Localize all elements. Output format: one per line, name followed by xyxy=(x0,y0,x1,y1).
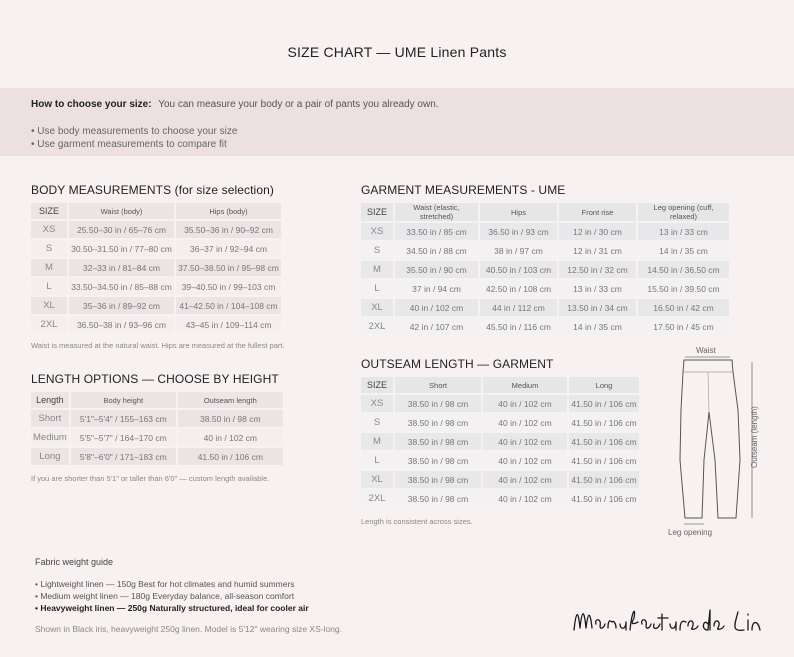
shown-note: Shown in Black iris, heavyweight 250g linen. Model is 5'12" wearing size XS-long. xyxy=(35,624,343,634)
table-row xyxy=(361,414,639,431)
table-cell: 5'8"–6'0" / 171–183 cm xyxy=(71,448,176,465)
row-label: Short xyxy=(31,410,69,427)
column-header: Waist (elastic, stretched) xyxy=(395,203,478,221)
row-label: Medium xyxy=(31,429,69,446)
row-label: XL xyxy=(361,299,393,316)
row-label: L xyxy=(361,280,393,297)
table-cell: 41–42.50 in / 104–108 cm xyxy=(176,297,281,314)
outseam-title: OUTSEAM LENGTH — GARMENT xyxy=(361,357,554,371)
table-cell: 40 in / 102 cm xyxy=(483,490,567,507)
garment-measurements-table xyxy=(359,201,731,337)
row-label: XL xyxy=(31,297,67,314)
table-cell: 37 in / 94 cm xyxy=(395,280,478,297)
table-row xyxy=(31,297,281,314)
table-cell: 40.50 in / 103 cm xyxy=(480,261,557,278)
table-header-row xyxy=(31,203,281,219)
table-cell: 38.50 in / 98 cm xyxy=(395,414,481,431)
table-cell: 38.50 in / 98 cm xyxy=(395,490,481,507)
body-measurements-title: BODY MEASUREMENTS (for size selection) xyxy=(31,183,274,197)
table-cell: 14 in / 35 cm xyxy=(559,318,636,335)
table-row xyxy=(361,280,729,297)
row-label: M xyxy=(361,261,393,278)
fly-line xyxy=(708,372,709,412)
column-header: Hips (body) xyxy=(176,203,281,219)
table-cell: 40 in / 102 cm xyxy=(483,395,567,412)
table-cell: 37.50–38.50 in / 95–98 cm xyxy=(176,259,281,276)
table-header-row xyxy=(361,377,639,393)
table-cell: 12.50 in / 32 cm xyxy=(559,261,636,278)
row-label: L xyxy=(361,452,393,469)
table-cell: 13.50 in / 34 cm xyxy=(559,299,636,316)
table-cell: 12 in / 30 cm xyxy=(559,223,636,240)
table-cell: 15.50 in / 39.50 cm xyxy=(638,280,729,297)
table-cell: 36.50 in / 93 cm xyxy=(480,223,557,240)
fabric-item: • Heavyweight linen — 250g Naturally structured, ideal for cooler air xyxy=(35,603,309,613)
table-row xyxy=(31,221,281,238)
table-cell: 33.50–34.50 in / 85–88 cm xyxy=(69,278,174,295)
table-cell: 14.50 in / 36.50 cm xyxy=(638,261,729,278)
row-label: S xyxy=(361,242,393,259)
table-row xyxy=(361,471,639,488)
table-cell: 25.50–30 in / 65–76 cm xyxy=(69,221,174,238)
column-header: SIZE xyxy=(361,203,393,221)
row-label: L xyxy=(31,278,67,295)
row-label: 2XL xyxy=(361,490,393,507)
table-cell: 38.50 in / 98 cm xyxy=(178,410,283,427)
table-cell: 5'5"–5'7" / 164–170 cm xyxy=(71,429,176,446)
table-cell: 44 in / 112 cm xyxy=(480,299,557,316)
diagram-outseam-label: Outseam (length) xyxy=(750,406,759,468)
table-row xyxy=(361,223,729,240)
table-cell: 5'1"–5'4" / 155–163 cm xyxy=(71,410,176,427)
table-cell: 35.50–36 in / 90–92 cm xyxy=(176,221,281,238)
body-note: Waist is measured at the natural waist. Hips are measured at the fullest part. xyxy=(31,341,285,350)
column-header: Outseam length xyxy=(178,392,283,408)
table-cell: 35–36 in / 89–92 cm xyxy=(69,297,174,314)
table-cell: 32–33 in / 81–84 cm xyxy=(69,259,174,276)
table-cell: 40 in / 102 cm xyxy=(178,429,283,446)
page-title: SIZE CHART — UME Linen Pants xyxy=(287,44,507,60)
table-cell: 38.50 in / 98 cm xyxy=(395,471,481,488)
fabric-item: • Lightweight linen — 150g Best for hot climates and humid summers xyxy=(35,579,295,589)
column-header: Body height xyxy=(71,392,176,408)
table-cell: 33.50 in / 85 cm xyxy=(395,223,478,240)
table-cell: 40 in / 102 cm xyxy=(483,414,567,431)
table-row xyxy=(361,242,729,259)
table-cell: 14 in / 35 cm xyxy=(638,242,729,259)
outseam-note: Length is consistent across sizes. xyxy=(361,517,473,526)
column-header: Leg opening (cuff, relaxed) xyxy=(638,203,729,221)
table-row xyxy=(361,299,729,316)
table-row xyxy=(31,259,281,276)
table-cell: 13 in / 33 cm xyxy=(638,223,729,240)
diagram-leg-label: Leg opening xyxy=(668,528,713,537)
diagram-waist-label: Waist xyxy=(696,346,716,355)
table-row xyxy=(31,316,281,333)
how-to-text: You can measure your body or a pair of pants you already own. xyxy=(158,99,439,110)
table-cell: 39–40.50 in / 99–103 cm xyxy=(176,278,281,295)
table-cell: 38.50 in / 98 cm xyxy=(395,433,481,450)
table-row xyxy=(361,452,639,469)
how-to-bullet: • Use body measurements to choose your size xyxy=(31,126,238,137)
table-header-row xyxy=(31,392,283,408)
pants-diagram xyxy=(660,340,770,545)
column-header: Long xyxy=(569,377,639,393)
table-cell: 34.50 in / 88 cm xyxy=(395,242,478,259)
fabric-item: • Medium weight linen — 180g Everyday balance, all-season comfort xyxy=(35,591,295,601)
table-cell: 40 in / 102 cm xyxy=(395,299,478,316)
table-cell: 41.50 in / 106 cm xyxy=(569,395,639,412)
table-cell: 41.50 in / 106 cm xyxy=(569,471,639,488)
table-cell: 45.50 in / 116 cm xyxy=(480,318,557,335)
row-label: S xyxy=(361,414,393,431)
table-cell: 41.50 in / 106 cm xyxy=(569,452,639,469)
table-row xyxy=(361,490,639,507)
table-header-row xyxy=(361,203,729,221)
row-label: 2XL xyxy=(31,316,67,333)
table-cell: 36–37 in / 92–94 cm xyxy=(176,240,281,257)
table-cell: 38.50 in / 98 cm xyxy=(395,452,481,469)
table-row xyxy=(361,433,639,450)
row-label: XS xyxy=(361,395,393,412)
outseam-table xyxy=(359,375,641,509)
table-row xyxy=(31,448,283,465)
table-cell: 16.50 in / 42 cm xyxy=(638,299,729,316)
column-header: SIZE xyxy=(361,377,393,393)
body-measurements-table xyxy=(29,201,283,335)
table-cell: 13 in / 33 cm xyxy=(559,280,636,297)
length-options-title: LENGTH OPTIONS — CHOOSE BY HEIGHT xyxy=(31,372,279,386)
row-label: Long xyxy=(31,448,69,465)
row-label: 2XL xyxy=(361,318,393,335)
garment-measurements-title: GARMENT MEASUREMENTS - UME xyxy=(361,183,566,197)
brand-signature-logo xyxy=(572,600,772,640)
row-label: XS xyxy=(31,221,67,238)
how-to-bullet: • Use garment measurements to compare fit xyxy=(31,139,227,150)
table-cell: 41.50 in / 106 cm xyxy=(569,490,639,507)
column-header: SIZE xyxy=(31,203,67,219)
table-cell: 40 in / 102 cm xyxy=(483,471,567,488)
length-options-table xyxy=(29,390,285,467)
table-row xyxy=(361,318,729,335)
table-cell: 41.50 in / 106 cm xyxy=(569,414,639,431)
table-cell: 30.50–31.50 in / 77–80 cm xyxy=(69,240,174,257)
column-header: Front rise xyxy=(559,203,636,221)
fabric-guide-title: Fabric weight guide xyxy=(35,557,114,567)
how-to-label: How to choose your size: xyxy=(31,99,152,110)
table-cell: 42 in / 107 cm xyxy=(395,318,478,335)
row-label: M xyxy=(361,433,393,450)
table-row xyxy=(361,261,729,278)
table-cell: 38.50 in / 98 cm xyxy=(395,395,481,412)
row-label: XS xyxy=(361,223,393,240)
how-to-line xyxy=(31,99,439,110)
table-cell: 36.50–38 in / 93–96 cm xyxy=(69,316,174,333)
table-row xyxy=(31,278,281,295)
row-label: M xyxy=(31,259,67,276)
table-cell: 42.50 in / 108 cm xyxy=(480,280,557,297)
table-cell: 38 in / 97 cm xyxy=(480,242,557,259)
how-to-panel xyxy=(0,88,794,156)
column-header: Short xyxy=(395,377,481,393)
table-cell: 41.50 in / 106 cm xyxy=(178,448,283,465)
table-cell: 40 in / 102 cm xyxy=(483,433,567,450)
table-row xyxy=(31,240,281,257)
table-cell: 35.50 in / 90 cm xyxy=(395,261,478,278)
table-cell: 43–45 in / 109–114 cm xyxy=(176,316,281,333)
row-label: S xyxy=(31,240,67,257)
column-header: Medium xyxy=(483,377,567,393)
column-header: Length xyxy=(31,392,69,408)
table-row xyxy=(361,395,639,412)
length-note: If you are shorter than 5'1" or taller than 6'0" — custom length available. xyxy=(31,474,270,483)
table-cell: 40 in / 102 cm xyxy=(483,452,567,469)
column-header: Waist (body) xyxy=(69,203,174,219)
row-label: XL xyxy=(361,471,393,488)
pants-outline-icon xyxy=(680,360,740,518)
table-cell: 12 in / 31 cm xyxy=(559,242,636,259)
table-cell: 17.50 in / 45 cm xyxy=(638,318,729,335)
table-row xyxy=(31,410,283,427)
table-row xyxy=(31,429,283,446)
table-cell: 41.50 in / 106 cm xyxy=(569,433,639,450)
column-header: Hips xyxy=(480,203,557,221)
